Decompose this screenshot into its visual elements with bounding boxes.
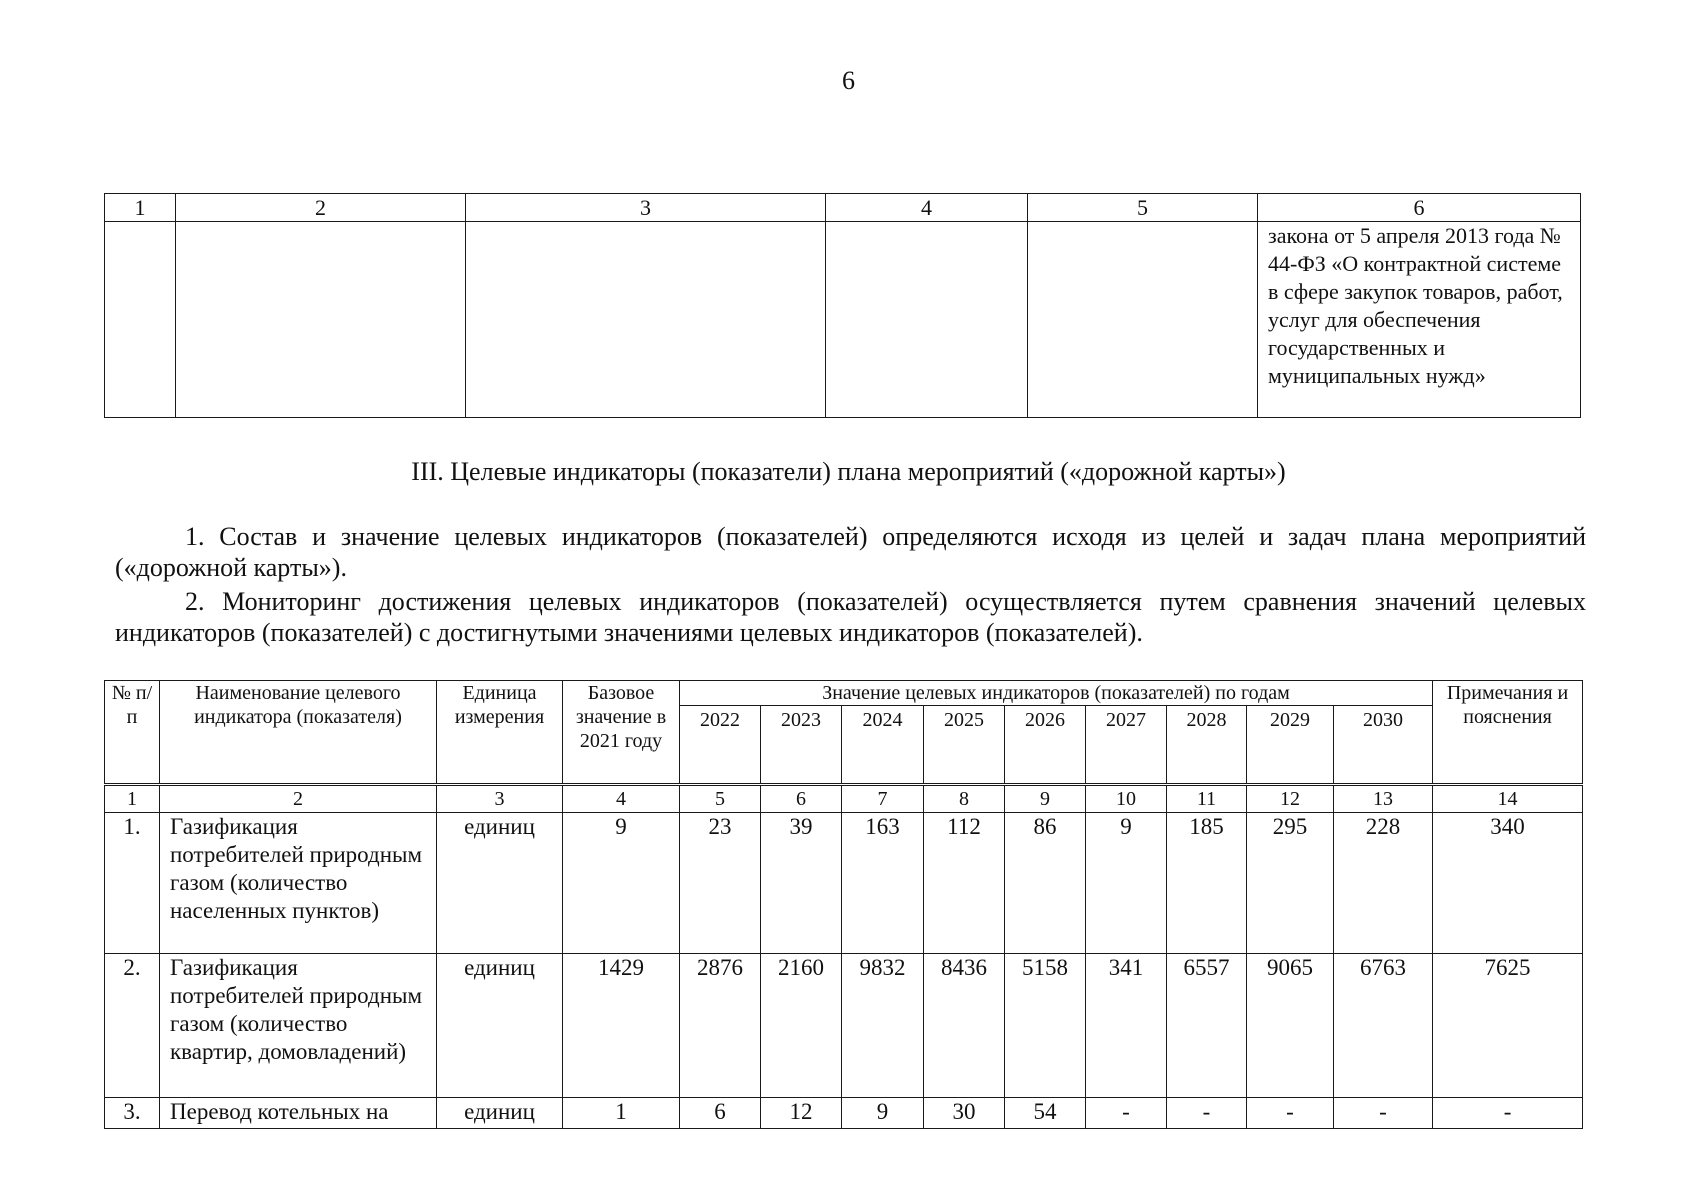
table-row xyxy=(105,1098,1583,1129)
column-number: 9 xyxy=(1005,785,1086,813)
paragraph-1-text: 1. Состав и значение целевых индикаторов (показателей) определяются исходя из целей и задач плана мероприятий («дорожной карты»). xyxy=(115,522,1586,582)
value-cell: - xyxy=(1086,1098,1167,1129)
column-number: 5 xyxy=(1028,194,1258,222)
value-cell: 2160 xyxy=(761,954,842,1098)
value-cell: 163 xyxy=(842,813,924,954)
table-cell xyxy=(1028,222,1258,418)
value-cell: 2876 xyxy=(680,954,761,1098)
header-year: 2025 xyxy=(924,706,1005,785)
table-row xyxy=(105,954,1583,1098)
indicator-name: Газификация потребителей природным газом (количество населенных пунктов) xyxy=(160,813,437,954)
header-notes: Примечания и пояснения xyxy=(1433,681,1583,785)
column-number: 6 xyxy=(1258,194,1581,222)
header-row xyxy=(105,681,1583,706)
value-cell: 86 xyxy=(1005,813,1086,954)
unit-cell: единиц xyxy=(437,813,563,954)
column-number: 7 xyxy=(842,785,924,813)
header-year: 2024 xyxy=(842,706,924,785)
value-cell: 6557 xyxy=(1167,954,1247,1098)
value-cell: 5158 xyxy=(1005,954,1086,1098)
table-cell xyxy=(176,222,466,418)
table-cell xyxy=(466,222,826,418)
header-values-by-year: Значение целевых индикаторов (показателей) по годам xyxy=(680,681,1433,706)
value-cell: 228 xyxy=(1334,813,1433,954)
unit-cell: единиц xyxy=(437,1098,563,1129)
value-cell: 9 xyxy=(842,1098,924,1129)
column-number: 2 xyxy=(160,785,437,813)
header-unit: Единица измерения xyxy=(437,681,563,785)
value-cell: 23 xyxy=(680,813,761,954)
header-year: 2022 xyxy=(680,706,761,785)
row-number: 2. xyxy=(105,954,160,1098)
value-cell: 9832 xyxy=(842,954,924,1098)
column-number: 10 xyxy=(1086,785,1167,813)
paragraph-2 xyxy=(115,586,1586,648)
column-number: 11 xyxy=(1167,785,1247,813)
value-cell: 185 xyxy=(1167,813,1247,954)
law-reference-text: закона от 5 апреля 2013 года № 44-ФЗ «О контрактной системе в сфере закупок товаров, работ, услуг для обеспечения государственных и муниципальных нужд» xyxy=(1258,222,1581,418)
continuation-table xyxy=(104,193,1581,418)
indicators-table xyxy=(104,680,1583,1129)
value-cell: 39 xyxy=(761,813,842,954)
value-cell: - xyxy=(1247,1098,1334,1129)
header-name: Наименование целевого индикатора (показателя) xyxy=(160,681,437,785)
header-year: 2028 xyxy=(1167,706,1247,785)
value-cell: - xyxy=(1167,1098,1247,1129)
base-value-cell: 9 xyxy=(563,813,680,954)
value-cell: 54 xyxy=(1005,1098,1086,1129)
header-base-value: Базовое значение в 2021 году xyxy=(563,681,680,785)
column-number: 14 xyxy=(1433,785,1583,813)
notes-cell: 340 xyxy=(1433,813,1583,954)
header-year: 2023 xyxy=(761,706,842,785)
value-cell: 9 xyxy=(1086,813,1167,954)
value-cell: 6763 xyxy=(1334,954,1433,1098)
section-heading: III. Целевые индикаторы (показатели) плана мероприятий («дорожной карты») xyxy=(411,457,1286,486)
column-number: 2 xyxy=(176,194,466,222)
column-number: 3 xyxy=(437,785,563,813)
value-cell: 9065 xyxy=(1247,954,1334,1098)
value-cell: 6 xyxy=(680,1098,761,1129)
column-number: 8 xyxy=(924,785,1005,813)
column-number: 1 xyxy=(105,785,160,813)
notes-cell: - xyxy=(1433,1098,1583,1129)
value-cell: 341 xyxy=(1086,954,1167,1098)
header-year: 2027 xyxy=(1086,706,1167,785)
table-row xyxy=(105,222,1581,418)
column-number: 4 xyxy=(563,785,680,813)
indicator-name: Перевод котельных на xyxy=(160,1098,437,1129)
notes-cell: 7625 xyxy=(1433,954,1583,1098)
value-cell: 112 xyxy=(924,813,1005,954)
value-cell: 12 xyxy=(761,1098,842,1129)
base-value-cell: 1 xyxy=(563,1098,680,1129)
header-num: № п/п xyxy=(105,681,160,785)
column-number: 5 xyxy=(680,785,761,813)
column-number: 3 xyxy=(466,194,826,222)
value-cell: - xyxy=(1334,1098,1433,1129)
unit-cell: единиц xyxy=(437,954,563,1098)
paragraph-1 xyxy=(115,521,1586,583)
column-number: 12 xyxy=(1247,785,1334,813)
value-cell: 30 xyxy=(924,1098,1005,1129)
table-cell xyxy=(105,222,176,418)
table-row xyxy=(105,813,1583,954)
base-value-cell: 1429 xyxy=(563,954,680,1098)
table-cell xyxy=(826,222,1028,418)
page-number: 6 xyxy=(842,66,855,95)
header-year: 2026 xyxy=(1005,706,1086,785)
header-year: 2030 xyxy=(1334,706,1433,785)
row-number: 1. xyxy=(105,813,160,954)
paragraph-2-text: 2. Мониторинг достижения целевых индикаторов (показателей) осуществляется путем сравнения значений целевых индикаторов (показателей) с достигнутыми значениями целевых индикаторов (показателей). xyxy=(115,587,1586,647)
column-number: 4 xyxy=(826,194,1028,222)
row-number: 3. xyxy=(105,1098,160,1129)
column-number-row xyxy=(105,785,1583,813)
header-year: 2029 xyxy=(1247,706,1334,785)
column-number-row xyxy=(105,194,1581,222)
indicator-name: Газификация потребителей природным газом (количество квартир, домовладений) xyxy=(160,954,437,1098)
column-number: 1 xyxy=(105,194,176,222)
column-number: 6 xyxy=(761,785,842,813)
value-cell: 8436 xyxy=(924,954,1005,1098)
column-number: 13 xyxy=(1334,785,1433,813)
value-cell: 295 xyxy=(1247,813,1334,954)
